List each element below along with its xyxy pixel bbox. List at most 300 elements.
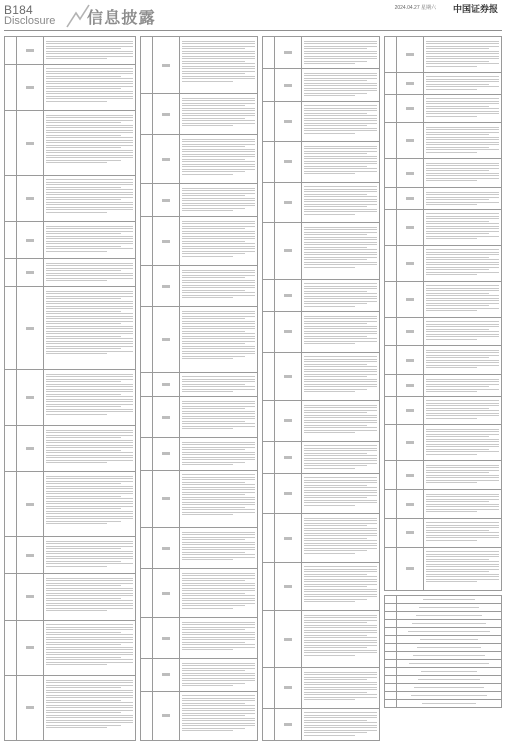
table-row <box>385 37 502 73</box>
table-row <box>5 676 136 741</box>
item-cell <box>153 528 180 569</box>
content-cell <box>180 659 258 692</box>
row-index-cell <box>385 675 397 683</box>
row-index-cell <box>141 397 153 438</box>
row-index-cell <box>385 123 397 159</box>
table-row <box>385 547 502 590</box>
row-index-cell <box>5 537 17 574</box>
row-index-cell <box>141 659 153 692</box>
item-cell <box>153 307 180 372</box>
item-cell <box>17 64 44 110</box>
item-label-mark <box>26 86 34 89</box>
item-label-mark <box>406 172 414 175</box>
content-cell <box>424 518 502 547</box>
item-cell <box>153 470 180 527</box>
column-1 <box>4 36 136 740</box>
content-cell <box>424 72 502 94</box>
row-index-cell <box>385 37 397 73</box>
item-label-mark <box>284 51 292 54</box>
table-row <box>385 699 502 707</box>
row-index-cell <box>141 528 153 569</box>
item-cell <box>275 611 302 668</box>
row-index-cell <box>263 142 275 182</box>
table-row <box>385 425 502 461</box>
item-label-mark <box>284 201 292 204</box>
item-label-mark <box>284 160 292 163</box>
table-row <box>5 222 136 259</box>
item-label-mark <box>26 554 34 557</box>
content-cell <box>44 111 136 176</box>
item-cell <box>397 94 424 123</box>
table-row <box>141 372 258 397</box>
table-row <box>141 37 258 94</box>
item-cell <box>153 569 180 618</box>
item-label-mark <box>284 330 292 333</box>
column-3 <box>262 36 380 740</box>
table-row <box>141 217 258 266</box>
table-row <box>141 397 258 438</box>
content-cell <box>302 69 380 101</box>
document-name-cell <box>397 619 502 627</box>
content-cell <box>424 188 502 210</box>
table-row <box>385 317 502 346</box>
row-index-cell <box>385 245 397 281</box>
content-cell <box>44 370 136 426</box>
item-label-mark <box>26 197 34 200</box>
content-cell <box>302 562 380 611</box>
item-cell <box>153 217 180 266</box>
item-label-mark <box>406 567 414 570</box>
content-cell <box>44 287 136 370</box>
table-row <box>385 94 502 123</box>
table-row <box>385 188 502 210</box>
content-cell <box>424 245 502 281</box>
table-row <box>263 182 380 222</box>
row-index-cell <box>385 518 397 547</box>
row-index-cell <box>5 287 17 370</box>
item-label-mark <box>162 199 170 202</box>
item-label-mark <box>162 240 170 243</box>
table-row <box>385 281 502 317</box>
row-index-cell <box>263 352 275 401</box>
table-row <box>385 461 502 490</box>
item-label-mark <box>406 330 414 333</box>
disclosure-table <box>384 36 502 591</box>
table-row <box>141 135 258 184</box>
disclosure-table <box>4 36 136 741</box>
table-row <box>5 537 136 574</box>
item-cell <box>397 375 424 397</box>
document-name-cell <box>397 595 502 603</box>
row-index-cell <box>385 683 397 691</box>
content-cell <box>424 123 502 159</box>
item-label-mark <box>26 646 34 649</box>
row-index-cell <box>141 217 153 266</box>
table-row <box>141 618 258 659</box>
item-cell <box>397 245 424 281</box>
document-name-cell <box>397 643 502 651</box>
row-index-cell <box>385 635 397 643</box>
item-cell <box>397 123 424 159</box>
item-label-mark <box>162 285 170 288</box>
row-index-cell <box>5 222 17 259</box>
content-cell <box>44 426 136 472</box>
content-cell <box>424 281 502 317</box>
content-cell <box>302 352 380 401</box>
item-cell <box>397 159 424 188</box>
content-cell <box>424 209 502 245</box>
item-cell <box>153 266 180 307</box>
table-row <box>385 72 502 94</box>
row-index-cell <box>263 223 275 280</box>
content-cell <box>44 574 136 620</box>
content-cell <box>424 346 502 375</box>
item-label-mark <box>26 595 34 598</box>
table-row <box>385 619 502 627</box>
document-name-cell <box>397 651 502 659</box>
row-index-cell <box>385 317 397 346</box>
table-row <box>141 691 258 740</box>
row-index-cell <box>385 209 397 245</box>
row-index-cell <box>385 396 397 425</box>
table-row <box>263 668 380 708</box>
table-row <box>5 175 136 221</box>
item-label-mark <box>284 419 292 422</box>
item-cell <box>153 372 180 397</box>
document-name-cell <box>397 683 502 691</box>
row-index-cell <box>385 425 397 461</box>
disclosure-table <box>140 36 258 741</box>
table-row <box>5 111 136 176</box>
item-label-mark <box>284 686 292 689</box>
row-index-cell <box>385 667 397 675</box>
item-cell <box>153 659 180 692</box>
item-cell <box>275 223 302 280</box>
item-cell <box>275 708 302 740</box>
item-cell <box>153 94 180 135</box>
content-cell <box>180 618 258 659</box>
table-row <box>263 223 380 280</box>
item-label-mark <box>26 327 34 330</box>
table-row <box>385 396 502 425</box>
row-index-cell <box>385 346 397 375</box>
item-label-mark <box>284 492 292 495</box>
item-label-mark <box>284 585 292 588</box>
item-label-mark <box>406 53 414 56</box>
item-cell <box>275 441 302 473</box>
item-cell <box>397 490 424 519</box>
item-cell <box>397 461 424 490</box>
row-index-cell <box>385 159 397 188</box>
item-cell <box>397 396 424 425</box>
table-row <box>5 370 136 426</box>
row-index-cell <box>141 184 153 217</box>
row-index-cell <box>385 619 397 627</box>
content-cell <box>424 547 502 590</box>
document-name-cell <box>397 699 502 707</box>
table-row <box>5 574 136 620</box>
row-index-cell <box>385 72 397 94</box>
table-row <box>385 346 502 375</box>
item-cell <box>275 142 302 182</box>
row-index-cell <box>5 676 17 741</box>
item-cell <box>153 37 180 94</box>
table-row <box>141 659 258 692</box>
row-index-cell <box>263 668 275 708</box>
row-index-cell <box>141 618 153 659</box>
table-row <box>385 627 502 635</box>
item-label-mark <box>162 113 170 116</box>
content-cell <box>44 175 136 221</box>
section-title: 信息披露 <box>87 8 156 27</box>
content-cell <box>180 135 258 184</box>
content-cell <box>424 461 502 490</box>
row-index-cell <box>263 401 275 441</box>
content-cell <box>180 438 258 471</box>
content-cell <box>180 307 258 372</box>
content-cell <box>180 397 258 438</box>
row-index-cell <box>5 574 17 620</box>
table-row <box>263 352 380 401</box>
item-label-mark <box>162 416 170 419</box>
item-cell <box>275 352 302 401</box>
content-cell <box>424 396 502 425</box>
table-row <box>263 142 380 182</box>
row-index-cell <box>5 37 17 65</box>
item-label-mark <box>26 239 34 242</box>
content-cell <box>180 528 258 569</box>
item-label-mark <box>26 49 34 52</box>
row-index-cell <box>141 37 153 94</box>
content-cell <box>180 470 258 527</box>
item-cell <box>275 401 302 441</box>
content-cell <box>302 182 380 222</box>
content-cell <box>44 259 136 287</box>
content-cell <box>424 37 502 73</box>
item-label-mark <box>284 249 292 252</box>
item-label-mark <box>406 359 414 362</box>
item-label-mark <box>406 82 414 85</box>
item-cell <box>397 72 424 94</box>
document-name-cell <box>397 627 502 635</box>
row-index-cell <box>141 372 153 397</box>
row-index-cell <box>263 441 275 473</box>
item-cell <box>17 537 44 574</box>
item-cell <box>397 37 424 73</box>
content-cell <box>302 401 380 441</box>
row-index-cell <box>141 94 153 135</box>
content-cell <box>302 279 380 311</box>
table-row <box>385 603 502 611</box>
content-cell <box>424 317 502 346</box>
item-label-mark <box>26 503 34 506</box>
content-cell <box>180 266 258 307</box>
item-label-mark <box>26 396 34 399</box>
table-row <box>263 514 380 563</box>
row-index-cell <box>5 64 17 110</box>
item-cell <box>275 562 302 611</box>
content-cell <box>44 620 136 676</box>
row-index-cell <box>263 473 275 513</box>
item-cell <box>275 182 302 222</box>
item-label-mark <box>284 638 292 641</box>
item-cell <box>275 312 302 352</box>
content-cell <box>424 490 502 519</box>
item-cell <box>397 281 424 317</box>
document-name-cell <box>397 675 502 683</box>
table-row <box>263 37 380 69</box>
table-row <box>263 441 380 473</box>
row-index-cell <box>141 307 153 372</box>
table-row <box>263 101 380 141</box>
content-cell <box>302 312 380 352</box>
item-cell <box>275 37 302 69</box>
table-row <box>385 683 502 691</box>
item-cell <box>397 188 424 210</box>
row-index-cell <box>5 259 17 287</box>
item-cell <box>275 514 302 563</box>
row-index-cell <box>263 514 275 563</box>
item-label-mark <box>284 84 292 87</box>
content-cell <box>180 372 258 397</box>
table-row <box>263 69 380 101</box>
item-label-mark <box>162 158 170 161</box>
item-label-mark <box>284 375 292 378</box>
item-cell <box>17 259 44 287</box>
row-index-cell <box>5 111 17 176</box>
table-row <box>141 438 258 471</box>
table-row <box>385 651 502 659</box>
content-cell <box>180 184 258 217</box>
content-cell <box>180 569 258 618</box>
row-index-cell <box>263 312 275 352</box>
item-label-mark <box>406 384 414 387</box>
row-index-cell <box>385 603 397 611</box>
item-label-mark <box>406 531 414 534</box>
table-row <box>5 64 136 110</box>
item-cell <box>17 426 44 472</box>
item-cell <box>17 574 44 620</box>
document-name-cell <box>397 611 502 619</box>
table-row <box>385 635 502 643</box>
content-cell <box>302 708 380 740</box>
table-row <box>141 94 258 135</box>
item-cell <box>153 397 180 438</box>
item-cell <box>153 184 180 217</box>
row-index-cell <box>5 370 17 426</box>
row-index-cell <box>141 569 153 618</box>
item-cell <box>397 547 424 590</box>
table-row <box>385 595 502 603</box>
table-row <box>263 562 380 611</box>
item-cell <box>17 175 44 221</box>
table-row <box>385 518 502 547</box>
item-label-mark <box>406 197 414 200</box>
item-label-mark <box>162 64 170 67</box>
row-index-cell <box>385 643 397 651</box>
table-row <box>263 611 380 668</box>
content-cell <box>302 101 380 141</box>
item-label-mark <box>406 503 414 506</box>
content-cell <box>424 94 502 123</box>
table-row <box>385 245 502 281</box>
row-index-cell <box>385 611 397 619</box>
item-label-mark <box>162 714 170 717</box>
item-label-mark <box>284 537 292 540</box>
item-cell <box>397 317 424 346</box>
item-cell <box>153 618 180 659</box>
document-name-cell <box>397 659 502 667</box>
item-cell <box>17 472 44 537</box>
table-row <box>5 620 136 676</box>
newspaper-masthead: 中国证券报 <box>452 5 498 15</box>
row-index-cell <box>141 266 153 307</box>
content-cell <box>44 676 136 741</box>
content-cell <box>44 472 136 537</box>
table-row <box>263 473 380 513</box>
content-cell <box>302 142 380 182</box>
content-cell <box>180 94 258 135</box>
table-row <box>5 259 136 287</box>
table-row <box>385 375 502 397</box>
item-cell <box>275 279 302 311</box>
item-label-mark <box>162 497 170 500</box>
row-index-cell <box>263 562 275 611</box>
content-cell <box>302 514 380 563</box>
item-label-mark <box>284 120 292 123</box>
section-label-en: Disclosure <box>4 15 56 27</box>
table-row <box>141 569 258 618</box>
column-2 <box>140 36 258 740</box>
content-cell <box>302 668 380 708</box>
row-index-cell <box>385 699 397 707</box>
item-cell <box>17 620 44 676</box>
header-rule <box>4 30 502 31</box>
table-row <box>385 123 502 159</box>
item-label-mark <box>406 298 414 301</box>
table-row <box>385 643 502 651</box>
row-index-cell <box>5 175 17 221</box>
content-cell <box>44 537 136 574</box>
row-index-cell <box>385 188 397 210</box>
content-cell <box>302 37 380 69</box>
item-cell <box>275 101 302 141</box>
item-cell <box>153 438 180 471</box>
item-cell <box>275 69 302 101</box>
row-index-cell <box>5 620 17 676</box>
table-row <box>385 667 502 675</box>
item-label-mark <box>26 271 34 274</box>
document-name-cell <box>397 667 502 675</box>
row-index-cell <box>263 69 275 101</box>
row-index-cell <box>5 426 17 472</box>
item-label-mark <box>26 142 34 145</box>
item-cell <box>397 425 424 461</box>
row-index-cell <box>141 438 153 471</box>
table-row <box>141 470 258 527</box>
item-cell <box>397 518 424 547</box>
row-index-cell <box>385 547 397 590</box>
item-cell <box>153 691 180 740</box>
item-label-mark <box>406 226 414 229</box>
table-row <box>385 490 502 519</box>
content-cell <box>44 64 136 110</box>
item-cell <box>17 287 44 370</box>
item-label-mark <box>284 294 292 297</box>
content-cell <box>302 473 380 513</box>
item-label-mark <box>284 723 292 726</box>
content-cell <box>302 611 380 668</box>
